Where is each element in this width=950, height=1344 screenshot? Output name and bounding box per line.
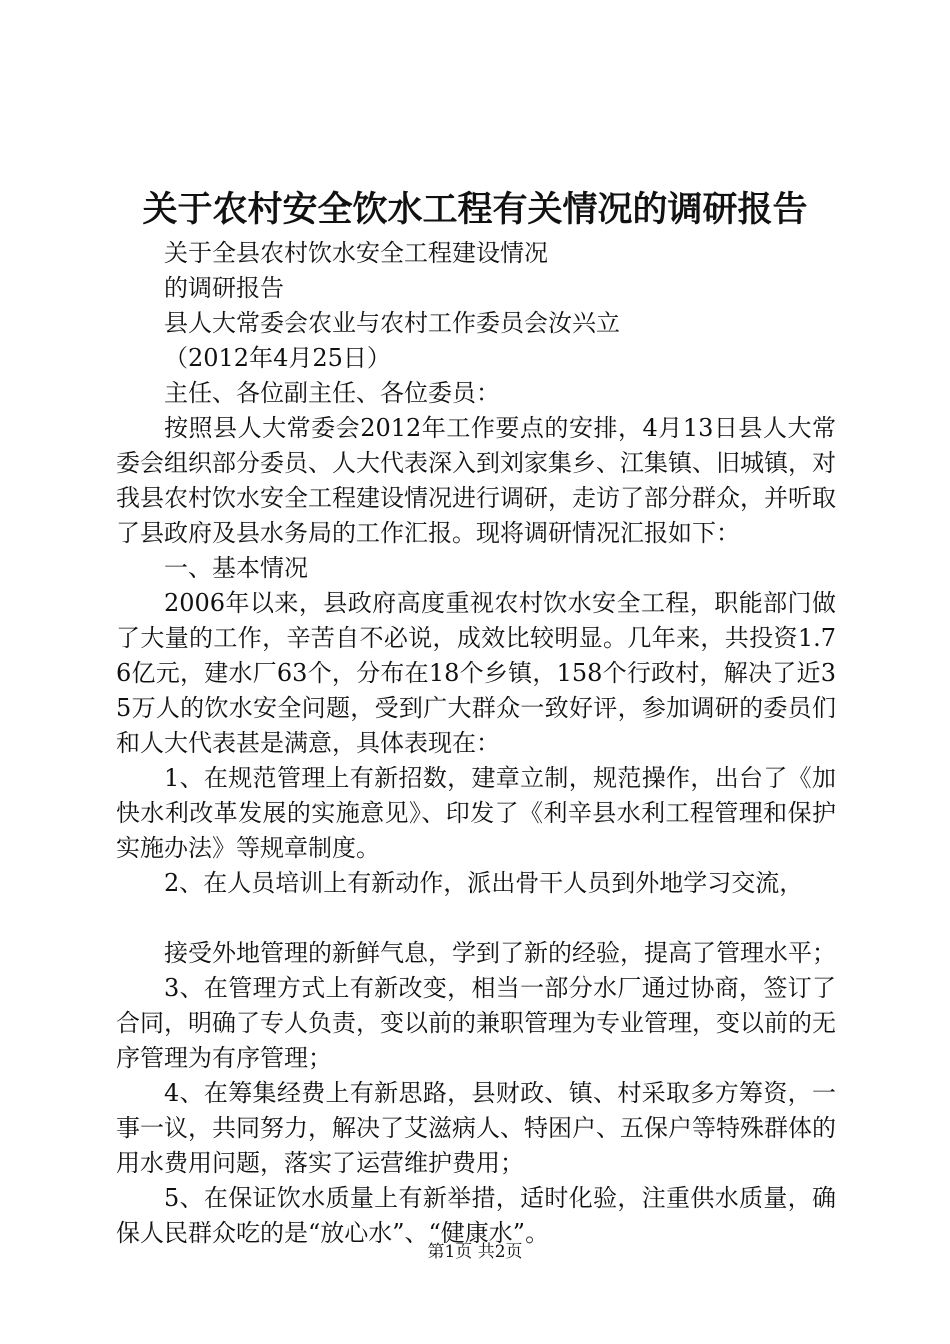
salutation: 主任、各位副主任、各位委员：	[164, 379, 500, 407]
page-footer: 第1页 共2页	[427, 1242, 523, 1262]
list-item-1: 1、在规范管理上有新招数，建章立制，规范操作，出台了《加快水利改革发展的实施意见》、印发了《利辛县水利工程管理和保护实施办法》等规章制度。	[116, 764, 836, 862]
list-item-2: 2、在人员培训上有新动作，派出骨干人员到外地学习交流，	[164, 869, 804, 897]
document-title: 关于农村安全饮水工程有关情况的调研报告	[142, 189, 808, 230]
subtitle-line-2: 的调研报告	[164, 274, 284, 302]
paragraph-overview: 2006年以来，县政府高度重视农村饮水安全工程，职能部门做了大量的工作，辛苦自不必说，成效比较明显。几年来，共投资1.76亿元，建水厂63个，分布在18个乡镇，158个行政村，解决了近35万人的饮水安全问题，受到广大群众一致好评，参加调研的委员们和人大代表甚是满意，具体表现在：	[116, 589, 836, 757]
list-item-5: 5、在保证饮水质量上有新举措，适时化验，注重供水质量，确保人民群众吃的是“放心水”、“健康水”。	[116, 1184, 836, 1247]
document-body	[116, 236, 836, 1251]
section-heading-basic: 一、基本情况	[164, 554, 308, 582]
subtitle-line-1: 关于全县农村饮水安全工程建设情况	[164, 239, 548, 267]
list-item-3: 3、在管理方式上有新改变，相当一部分水厂通过协商，签订了合同，明确了专人负责，变以前的兼职管理为专业管理，变以前的无序管理为有序管理；	[116, 974, 836, 1072]
author-line: 县人大常委会农业与农村工作委员会汝兴立	[164, 309, 620, 337]
paragraph-intro: 按照县人大常委会2012年工作要点的安排，4月13日县人大常委会组织部分委员、人大代表深入到刘家集乡、江集镇、旧城镇，对我县农村饮水安全工程建设情况进行调研，走访了部分群众，并听取了县政府及县水务局的工作汇报。现将调研情况汇报如下：	[116, 414, 836, 547]
list-item-4: 4、在筹集经费上有新思路，县财政、镇、村采取多方筹资，一事一议，共同努力，解决了艾滋病人、特困户、五保户等特殊群体的用水费用问题，落实了运营维护费用；	[116, 1079, 836, 1177]
date-line: （2012年4月25日）	[164, 344, 391, 372]
list-item-2-continued: 接受外地管理的新鲜气息，学到了新的经验，提高了管理水平；	[164, 939, 836, 967]
